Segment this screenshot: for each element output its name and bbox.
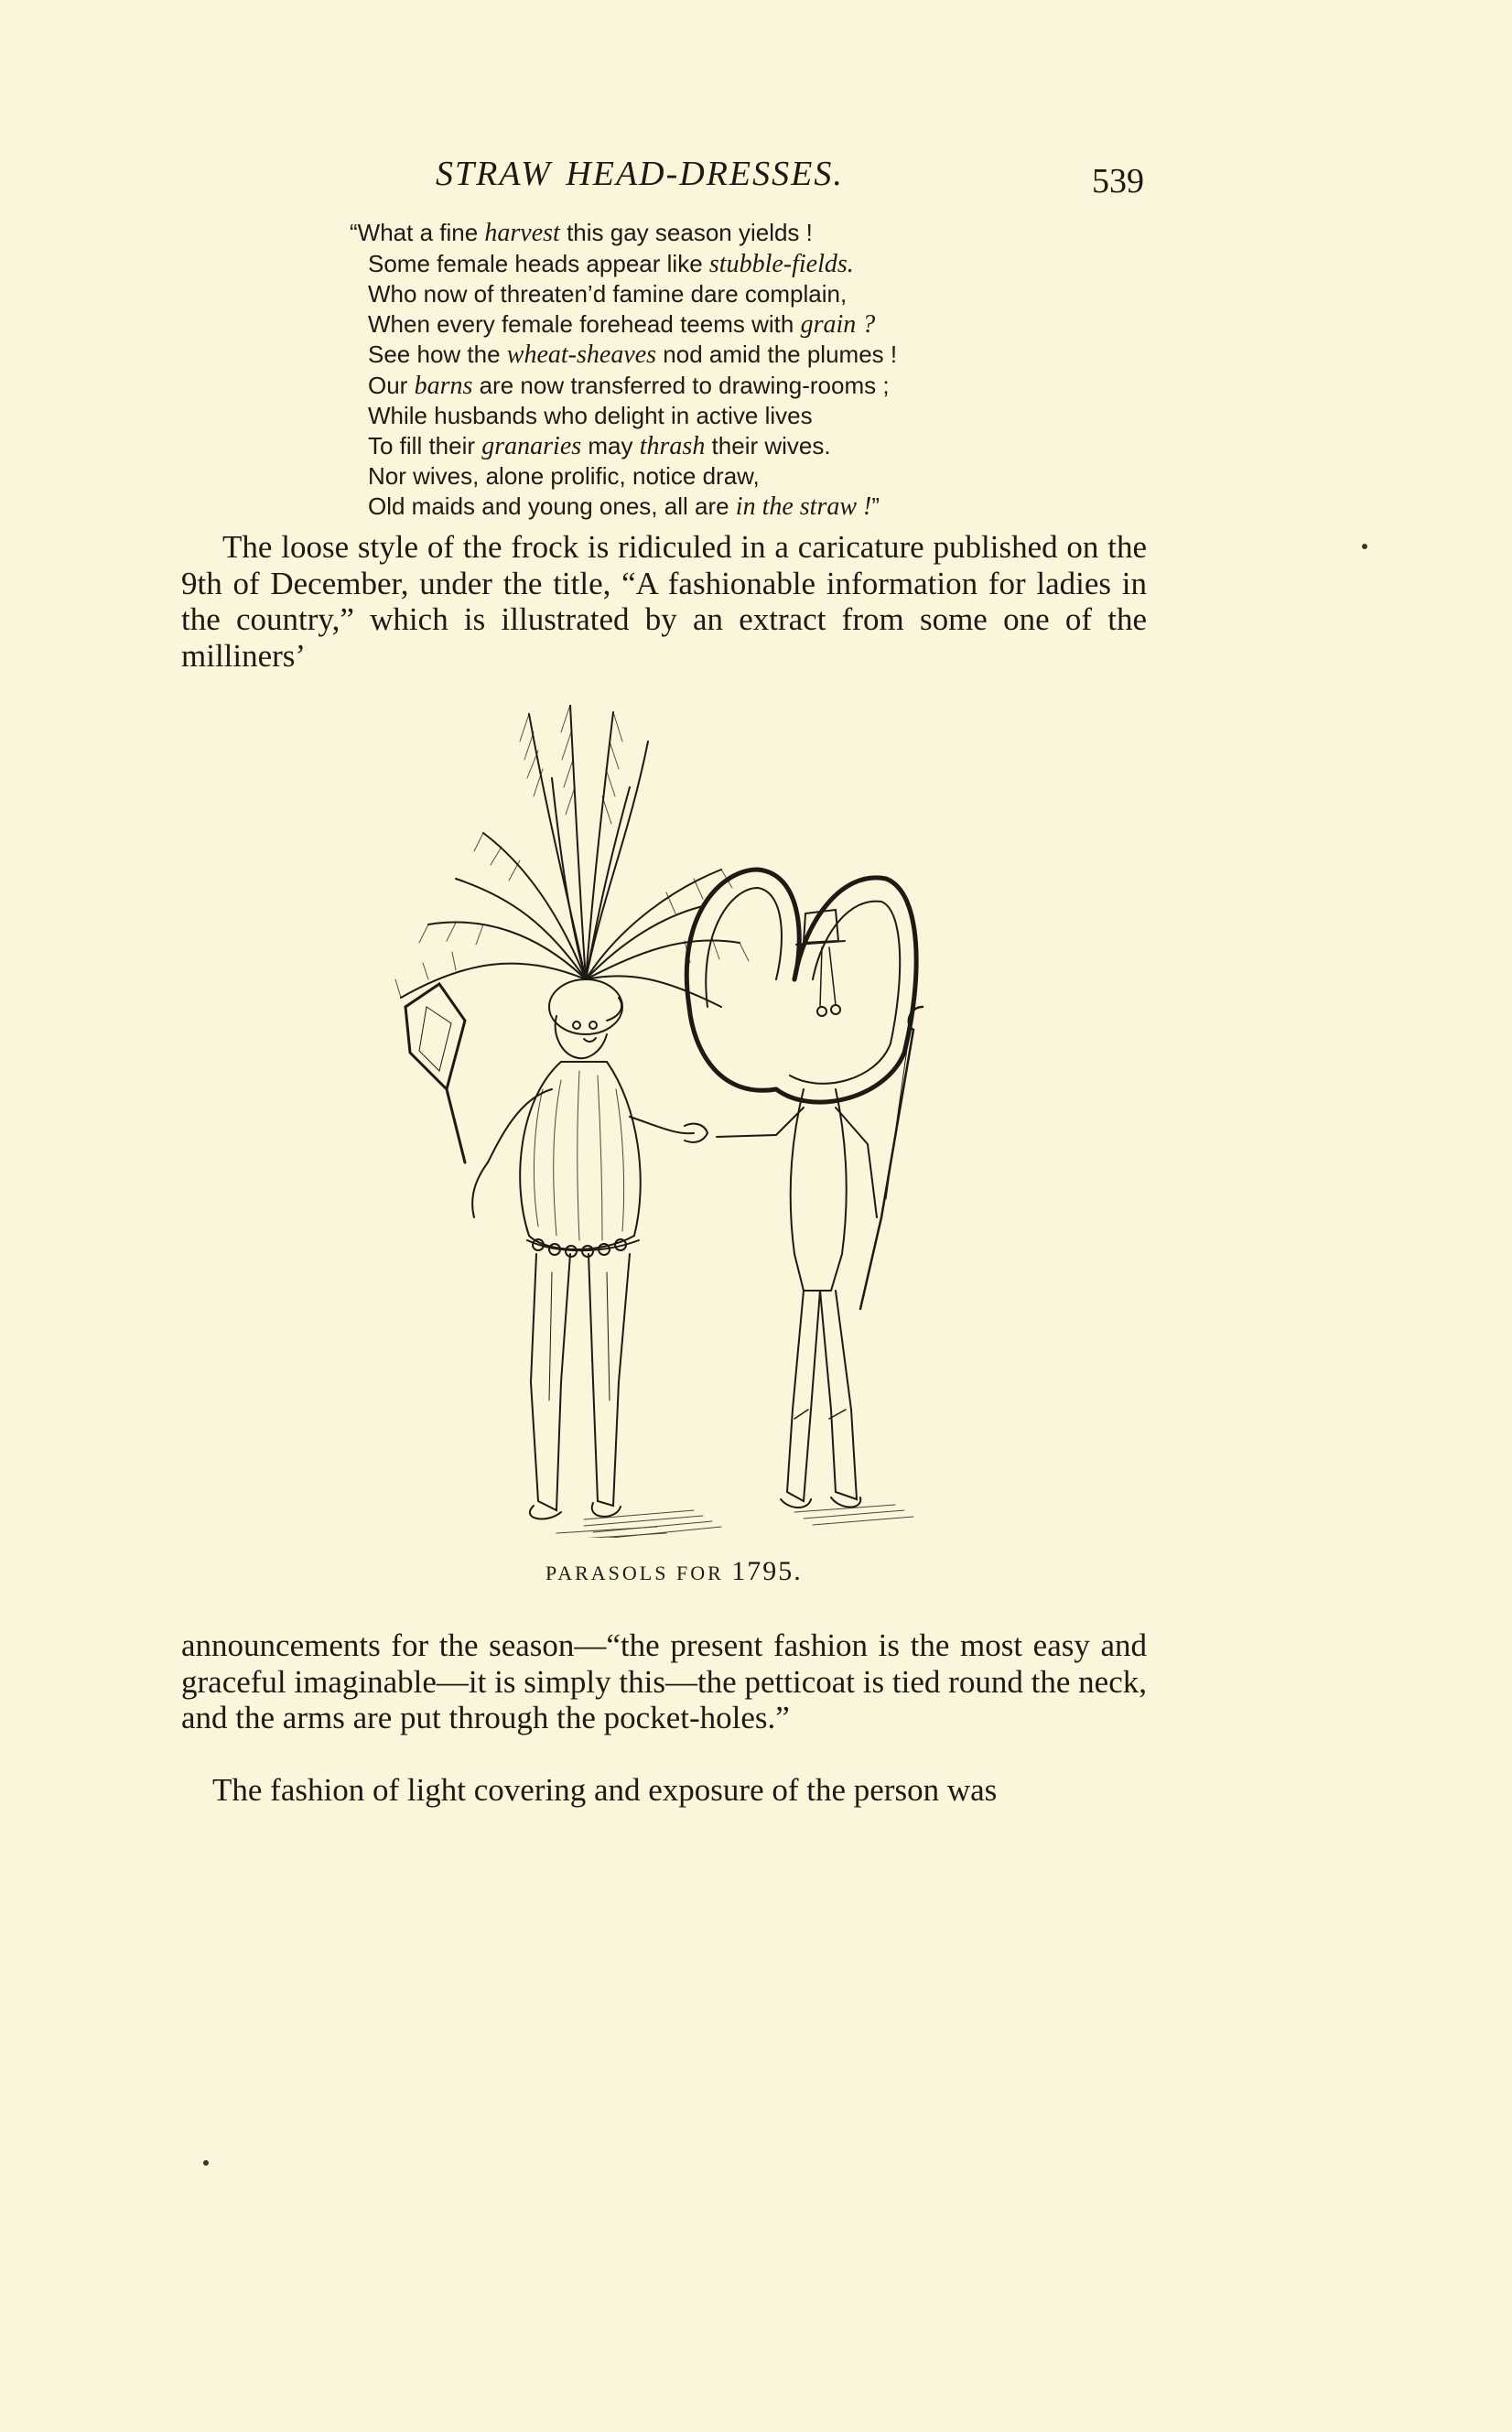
poem-italic-text: barns — [414, 371, 473, 400]
poem-italic-text: granaries — [481, 431, 582, 460]
caption-year: 1795. — [731, 1556, 803, 1586]
paper-speck — [1362, 544, 1367, 549]
poem-line — [368, 492, 1045, 523]
poem-text: Some female heads appear like — [368, 249, 709, 277]
poem-text: See how the — [368, 340, 507, 368]
poem-line — [368, 371, 1045, 402]
poem-italic-text: harvest — [484, 219, 560, 247]
poem-text: To fill their — [368, 431, 482, 459]
poem-text: “What a fine — [350, 219, 485, 246]
poem-text: their wives. — [705, 431, 831, 459]
poem-italic-text: grain ? — [800, 309, 876, 339]
poem-line — [368, 461, 1045, 492]
poem-text: While husbands who delight in active lives — [368, 402, 813, 429]
poem-text: ” — [871, 492, 880, 520]
poem-text: Our — [368, 371, 415, 399]
poem-text: When every female forehead teems with — [368, 309, 801, 338]
paragraph-loose-style: The loose style of the frock is ridiculed in a caricature published on the 9th of December, under the title, “A fashionable information for ladies in the country,” which is illustrated by an extract from some one of the milliners’ — [181, 529, 1147, 674]
paragraph-fashion-light-covering: The fashion of light covering and exposure of the person was — [212, 1772, 998, 1808]
poem-text: this gay season yields ! — [559, 219, 813, 246]
poem-line — [368, 340, 1045, 371]
poem-text: Who now of threaten’d famine dare complain, — [368, 280, 848, 308]
poem-text: may — [581, 431, 640, 459]
paper-speck — [203, 2160, 209, 2166]
poem-italic-text: stubble-fields. — [708, 249, 854, 278]
paragraph-announcements: announcements for the season—“the present fashion is the most easy and graceful imaginable—it is simply this—the petticoat is tied round the neck, and the arms are put through the pocket-holes.” — [181, 1627, 1147, 1735]
figure-caption — [545, 1556, 803, 1587]
poem-text: Old maids and young ones, all are — [368, 492, 736, 520]
page-number: 539 — [1092, 162, 1144, 200]
parasols-illustration — [373, 705, 959, 1538]
poem-line — [368, 279, 1045, 309]
poem-italic-text: thrash — [639, 431, 706, 460]
caption-text: PARASOLS FOR — [545, 1562, 732, 1584]
poem-line — [368, 249, 1045, 280]
poem-line — [368, 309, 1045, 340]
poem-italic-text: in the straw ! — [735, 492, 872, 521]
poem-line — [350, 218, 1045, 249]
running-title: STRAW HEAD-DRESSES. — [436, 155, 844, 193]
poem-text: are now transferred to drawing-rooms ; — [472, 371, 890, 399]
poem-line — [368, 401, 1045, 431]
poem-line — [368, 431, 1045, 462]
poem-quotation — [350, 218, 1045, 522]
poem-text: Nor wives, alone prolific, notice draw, — [368, 462, 760, 490]
poem-text: nod amid the plumes ! — [656, 340, 898, 368]
poem-italic-text: wheat-sheaves — [506, 340, 657, 369]
